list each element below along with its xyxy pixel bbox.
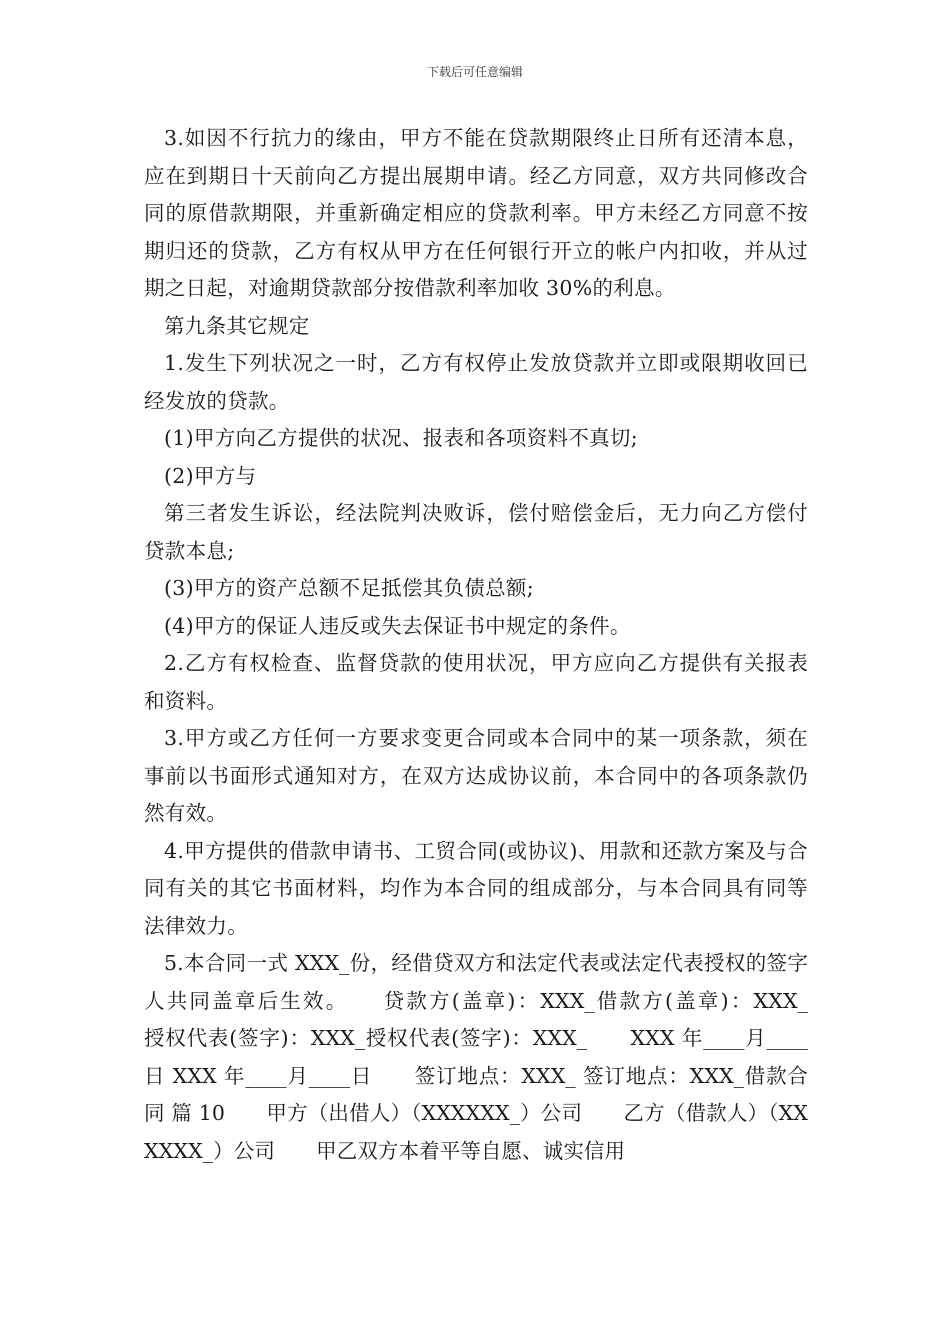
list-item-condition-2: (2)甲方与	[164, 463, 257, 488]
paragraph-contract-change: 3.甲方或乙方任何一方要求变更合同或本合同中的某一项条款，须在事前以书面形式通知对方，在双方达成协议前，本合同中的各项条款仍然有效。	[144, 726, 808, 825]
paragraph-inspection-right: 2.乙方有权检查、监督贷款的使用状况，甲方应向乙方提供有关报表和资料。	[144, 651, 808, 713]
paragraph-attached-documents: 4.甲方提供的借款申请书、工贸合同(或协议)、用款和还款方案及与合同有关的其它书面材料，均作为本合同的组成部分，与本合同具有同等法律效力。	[144, 838, 808, 938]
list-item-condition-4: (4)甲方的保证人违反或失去保证书中规定的条件。	[164, 613, 631, 638]
paragraph-stop-loan-conditions: 1.发生下列状况之一时，乙方有权停止发放贷款并立即或限期收回已经发放的贷款。	[144, 351, 808, 413]
paragraph-extension-clause: 3.如因不行抗力的缘由，甲方不能在贷款期限终止日所有还清本息，应在到期日十天前向乙方提出展期申请。经乙方同意，双方共同修改合同的原借款期限，并重新确定相应的贷款利率。甲方未经乙方同意不按期归还的贷款，乙方有权从甲方在任何银行开立的帐户内扣收，并从过期之日起，对逾期贷款部分按借款利率加收 30%的利息。	[144, 126, 808, 300]
list-item-condition-1: (1)甲方向乙方提供的状况、报表和各项资料不真切;	[164, 426, 638, 450]
list-item-condition-3: (3)甲方的资产总额不足抵偿其负债总额;	[164, 576, 534, 600]
list-item-condition-2-continued: 第三者发生诉讼，经法院判决败诉，偿付赔偿金后，无力向乙方偿付贷款本息;	[144, 501, 808, 563]
section-heading-article-9: 第九条其它规定	[164, 313, 310, 338]
paragraph-signature-block: 5.本合同一式 XXX_份，经借贷双方和法定代表或法定代表授权的签字人共同盖章后生效。 贷款方(盖章)：XXX_借款方(盖章)：XXX_ 授权代表(签字)：XXX_授权代表(签字)：XXX_ XXX 年____月____日 XXX 年____月____日 签订地点：XXX_ 签订地点：XXX_借款合同 篇 10 甲方（出借人）（XXXXXX_）公司 乙方（借款人）（XXXXXX_）公司 甲乙双方本着平等自愿、诚实信用	[144, 951, 850, 1163]
document-body	[144, 120, 850, 1170]
page-header-note: 下载后可任意编辑	[426, 65, 523, 79]
